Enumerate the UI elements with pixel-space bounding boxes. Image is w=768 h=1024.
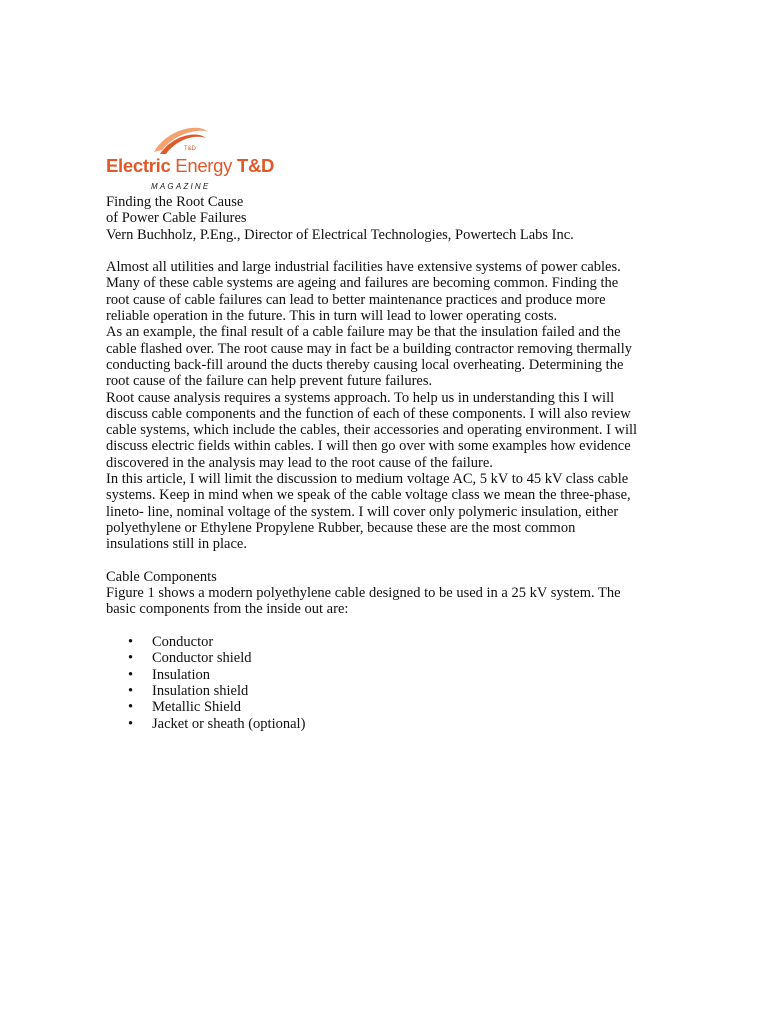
magazine-logo	[106, 124, 276, 191]
text-line: Many of these cable systems are ageing and failures are becoming common. Finding the	[106, 275, 619, 292]
list-item-label: Conductor	[152, 634, 214, 651]
title-line-2: of Power Cable Failures	[106, 210, 247, 227]
list-item-label: Insulation shield	[152, 682, 249, 699]
bullet-icon: •	[128, 650, 134, 667]
spacer	[106, 243, 666, 259]
list-item-label: Insulation	[152, 666, 210, 683]
list-item-label: Conductor shield	[152, 650, 252, 667]
text-line: root cause of cable failures can lead to better maintenance practices and produce more	[106, 291, 606, 308]
list-item	[106, 683, 666, 699]
text-line: insulations still in place.	[106, 536, 247, 553]
text-line: lineto- line, nominal voltage of the system. I will cover only polymeric insulation, either	[106, 503, 619, 520]
text-line: As an example, the final result of a cable failure may be that the insulation failed and the	[106, 324, 621, 341]
bullet-icon: •	[128, 682, 134, 699]
text-line: discuss electric fields within cables. I will then go over with some examples how evidence	[106, 438, 631, 455]
section-heading: Cable Components	[106, 568, 217, 585]
paragraph-4	[106, 471, 666, 552]
text-line: In this article, I will limit the discussion to medium voltage AC, 5 kV to 45 kV class cable	[106, 471, 629, 488]
logo-word-electric: Electric	[106, 155, 171, 176]
list-item	[106, 667, 666, 683]
logo-word-td: T&D	[236, 155, 275, 176]
bullet-icon: •	[128, 715, 134, 732]
text-line: Almost all utilities and large industrial facilities have extensive systems of power cables.	[106, 259, 621, 276]
list-item-label: Jacket or sheath (optional)	[152, 715, 306, 732]
text-line: root cause of the failure can help prevent future failures.	[106, 373, 433, 390]
section-intro-line: basic components from the inside out are:	[106, 601, 349, 618]
list-item	[106, 699, 666, 715]
text-line: cable systems, which include the cables, their accessories and operating environment. I will	[106, 422, 638, 439]
paragraph-1	[106, 259, 666, 324]
list-item	[106, 716, 666, 732]
list-item	[106, 634, 666, 650]
logo-word-energy: Energy	[170, 155, 237, 176]
logo-wordmark	[106, 155, 275, 176]
text-line: reliable operation in the future. This in turn will lead to lower operating costs.	[106, 308, 558, 325]
section-intro-line: Figure 1 shows a modern polyethylene cable designed to be used in a 25 kV system. The	[106, 585, 621, 602]
list-item	[106, 650, 666, 666]
bullet-icon: •	[128, 666, 134, 683]
text-line: discovered in the analysis may lead to the root cause of the failure.	[106, 454, 493, 471]
paragraph-3	[106, 390, 666, 471]
text-line: polyethylene or Ethylene Propylene Rubber, because these are the most common	[106, 519, 576, 536]
article-body	[106, 194, 666, 732]
bullet-icon: •	[128, 634, 134, 651]
list-item-label: Metallic Shield	[152, 699, 241, 716]
text-line: conducting back-fill around the ducts thereby causing local overheating. Determining the	[106, 356, 624, 373]
logo-subtitle: MAGAZINE	[151, 182, 211, 191]
text-line: discuss cable components and the function of each of these components. I will also review	[106, 405, 631, 422]
paragraph-2	[106, 324, 666, 389]
component-list	[106, 634, 666, 732]
spacer	[106, 618, 666, 634]
spacer	[106, 553, 666, 569]
swoosh-text: T&D	[184, 146, 196, 152]
title-line-1: Finding the Root Cause	[106, 194, 244, 210]
author-line: Vern Buchholz, P.Eng., Director of Electrical Technologies, Powertech Labs Inc.	[106, 226, 574, 243]
text-line: cable flashed over. The root cause may in fact be a building contractor removing thermally	[106, 340, 632, 357]
text-line: Root cause analysis requires a systems approach. To help us in understanding this I will	[106, 389, 615, 406]
bullet-icon: •	[128, 699, 134, 716]
text-line: systems. Keep in mind when we speak of the cable voltage class we mean the three-phase,	[106, 487, 631, 504]
